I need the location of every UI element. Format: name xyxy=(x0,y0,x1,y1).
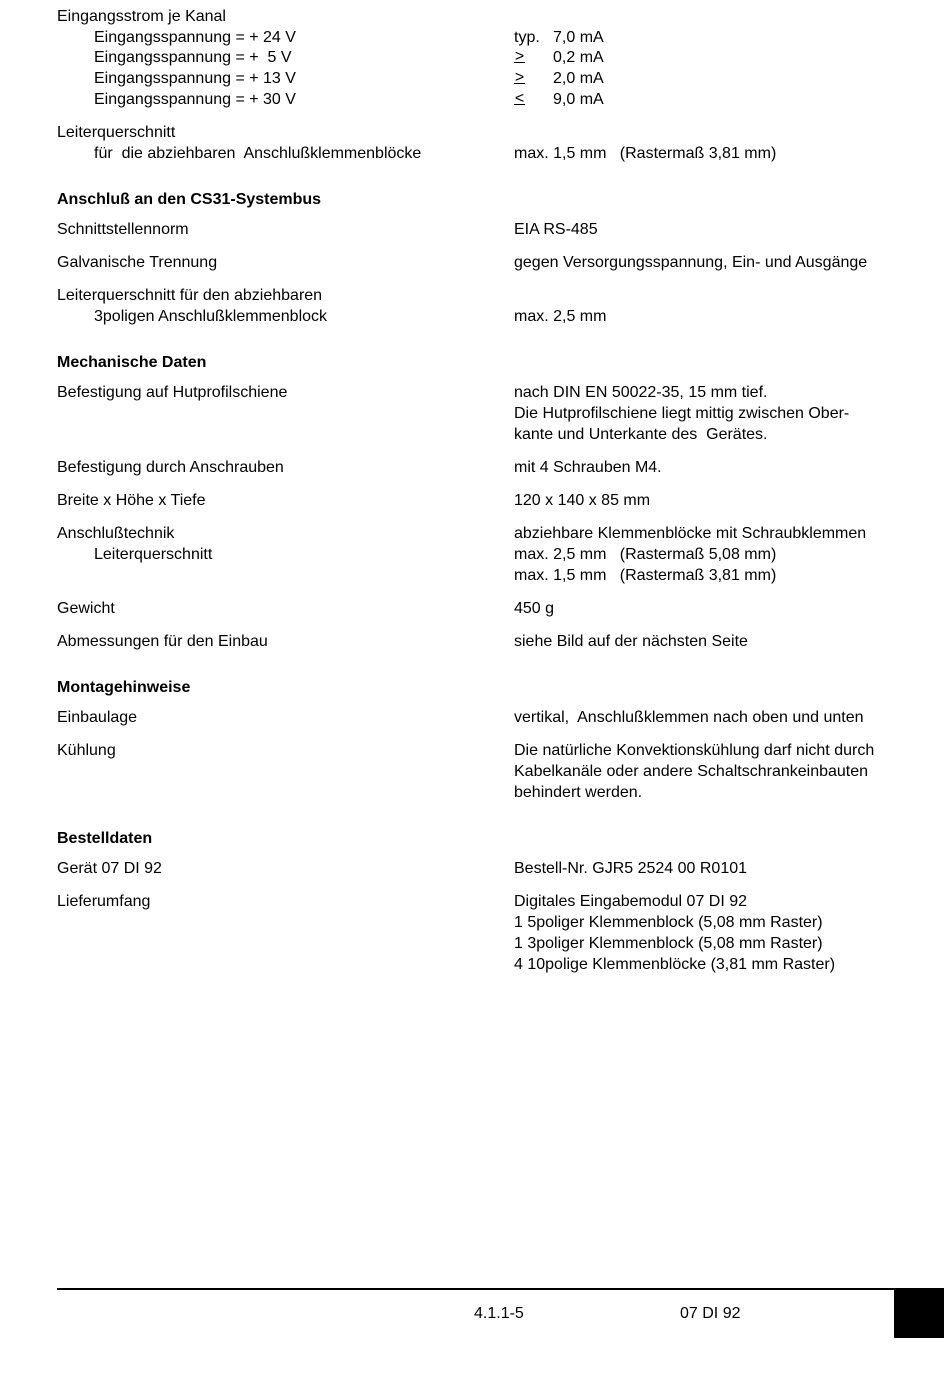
spec-label: Breite x Höhe x Tiefe xyxy=(57,492,206,509)
section-heading-cs31: Anschluß an den CS31-Systembus xyxy=(57,191,322,208)
spec-label: Kühlung xyxy=(57,742,116,759)
page-tab-marker xyxy=(894,1288,944,1338)
spec-qualifier: typ. xyxy=(514,29,540,46)
page-number: 4.1.1-5 xyxy=(474,1305,524,1322)
spec-label: Befestigung durch Anschrauben xyxy=(57,459,284,476)
spec-value: 450 g xyxy=(514,600,555,617)
spec-value: max. 2,5 mm (Rastermaß 5,08 mm) xyxy=(514,546,777,563)
spec-value: mit 4 Schrauben M4. xyxy=(514,459,662,476)
spec-value: nach DIN EN 50022-35, 15 mm tief. xyxy=(514,384,768,401)
spec-value: 7,0 mA xyxy=(553,29,604,46)
spec-label: Lieferumfang xyxy=(57,893,151,910)
section-heading-bestell: Bestelldaten xyxy=(57,830,153,847)
spec-value: gegen Versorgungsspannung, Ein- und Ausgänge xyxy=(514,254,868,271)
eingangsstrom-title: Eingangsstrom je Kanal xyxy=(57,8,226,25)
spec-value: 0,2 mA xyxy=(553,49,604,66)
spec-value: kante und Unterkante des Gerätes. xyxy=(514,426,768,443)
footer-module-name: 07 DI 92 xyxy=(680,1305,741,1322)
spec-label: Eingangsspannung = + 24 V xyxy=(94,29,296,46)
spec-label: Schnittstellennorm xyxy=(57,221,189,238)
spec-label: Eingangsspannung = + 30 V xyxy=(94,91,296,108)
spec-label: Befestigung auf Hutprofilschiene xyxy=(57,384,288,401)
spec-value: vertikal, Anschlußklemmen nach oben und unten xyxy=(514,709,864,726)
less-equal-symbol: < xyxy=(514,90,525,107)
spec-label: Einbaulage xyxy=(57,709,138,726)
spec-label: Eingangsspannung = + 13 V xyxy=(94,70,296,87)
spec-label: Gewicht xyxy=(57,600,115,617)
greater-equal-symbol: > xyxy=(514,48,525,65)
spec-value: Die Hutprofilschiene liegt mittig zwischen Ober- xyxy=(514,405,850,422)
spec-label: 3poligen Anschlußklemmenblock xyxy=(94,308,328,325)
spec-label: Abmessungen für den Einbau xyxy=(57,633,268,650)
section-heading-mechanik: Mechanische Daten xyxy=(57,354,207,371)
spec-label: Leiterquerschnitt xyxy=(94,546,213,563)
spec-value: 120 x 140 x 85 mm xyxy=(514,492,651,509)
spec-value: 9,0 mA xyxy=(553,91,604,108)
spec-value: Digitales Eingabemodul 07 DI 92 xyxy=(514,893,748,910)
spec-value: 4 10polige Klemmenblöcke (3,81 mm Raster) xyxy=(514,956,836,973)
spec-value: behindert werden. xyxy=(514,784,643,801)
spec-label: Galvanische Trennung xyxy=(57,254,218,271)
section-heading-montage: Montagehinweise xyxy=(57,679,191,696)
leiter-sub: für die abziehbaren Anschlußklemmenblöcke xyxy=(94,145,422,162)
spec-label: Eingangsspannung = + 5 V xyxy=(94,49,292,66)
spec-value: siehe Bild auf der nächsten Seite xyxy=(514,633,748,650)
spec-label: Leiterquerschnitt für den abziehbaren xyxy=(57,287,323,304)
spec-value: 2,0 mA xyxy=(553,70,604,87)
greater-equal-symbol: > xyxy=(514,69,525,86)
spec-value: abziehbare Klemmenblöcke mit Schraubklemmen xyxy=(514,525,867,542)
footer-rule xyxy=(57,1288,894,1290)
spec-value: EIA RS-485 xyxy=(514,221,598,238)
spec-value: max. 2,5 mm xyxy=(514,308,607,325)
spec-label: Anschlußtechnik xyxy=(57,525,175,542)
spec-value: 1 3poliger Klemmenblock (5,08 mm Raster) xyxy=(514,935,823,952)
leiter-title: Leiterquerschnitt xyxy=(57,124,176,141)
spec-label: Gerät 07 DI 92 xyxy=(57,860,162,877)
spec-value: Bestell-Nr. GJR5 2524 00 R0101 xyxy=(514,860,748,877)
spec-value: max. 1,5 mm (Rastermaß 3,81 mm) xyxy=(514,567,777,584)
leiter-value: max. 1,5 mm (Rastermaß 3,81 mm) xyxy=(514,145,777,162)
spec-value: Die natürliche Konvektionskühlung darf nicht durch xyxy=(514,742,875,759)
spec-value: Kabelkanäle oder andere Schaltschrankeinbauten xyxy=(514,763,869,780)
spec-value: 1 5poliger Klemmenblock (5,08 mm Raster) xyxy=(514,914,823,931)
